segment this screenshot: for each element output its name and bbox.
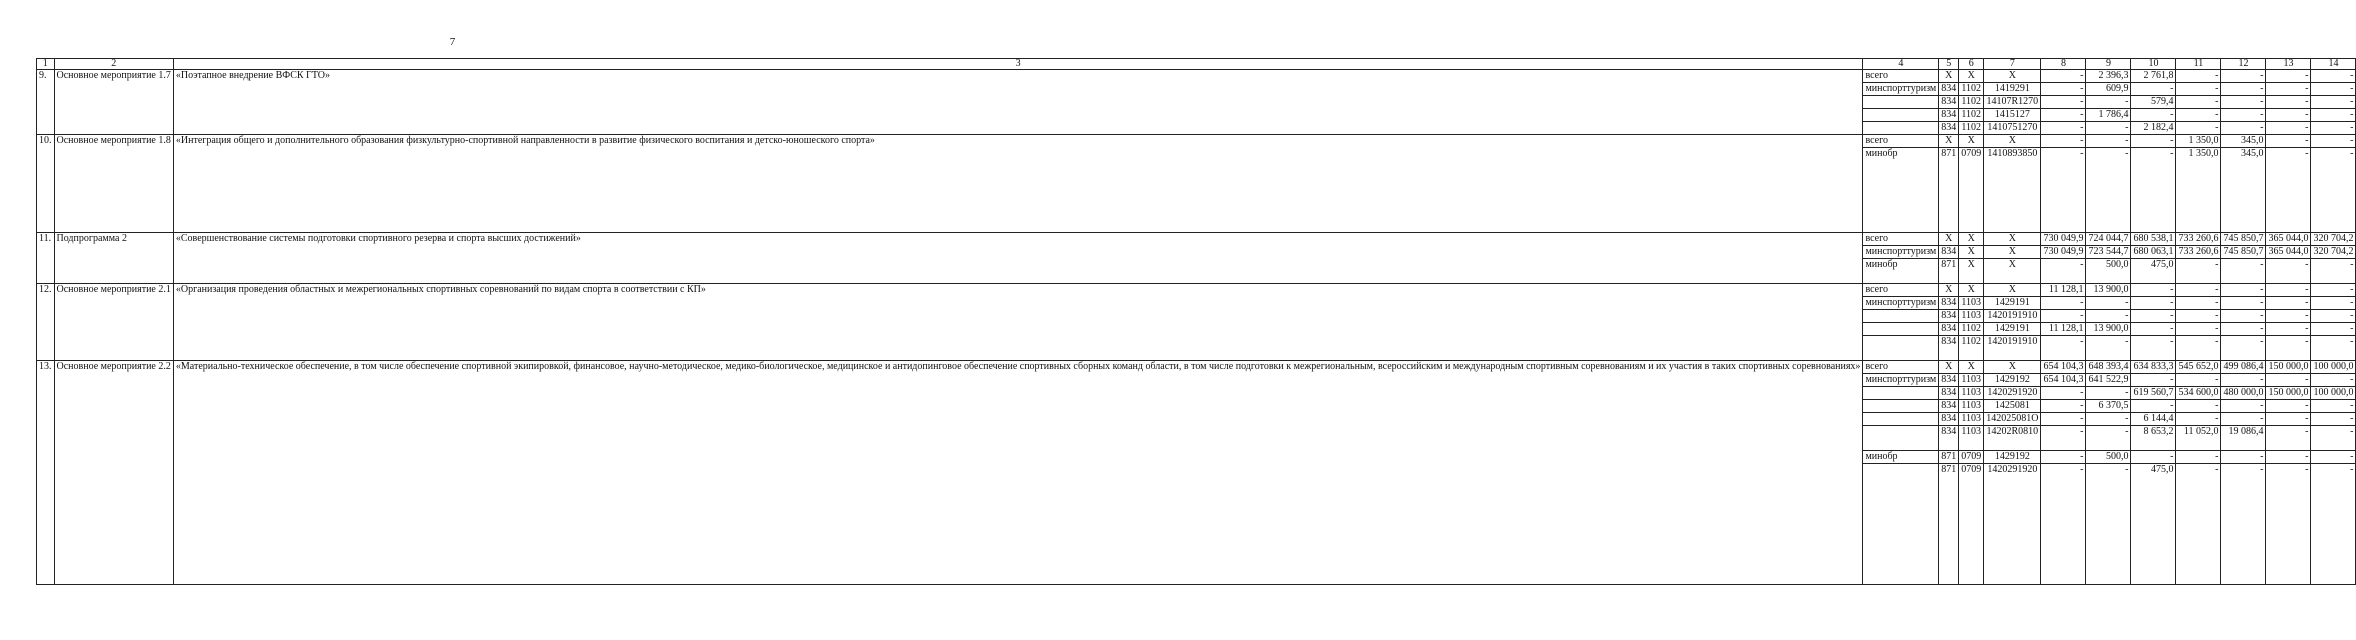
responsible-executor: минобр (1863, 451, 1939, 464)
section-code: 1102 (1959, 83, 1984, 96)
amount-cell: - (2086, 135, 2131, 148)
ministry-code: Х (1939, 361, 1959, 374)
target-article-code: 1419291 (1984, 83, 2041, 96)
program-name: «Материально-техническое обеспечение, в том числе обеспечение спортивной экипировкой, финансовое, научно-методическое, медико-биологическое, медицинское и антидопинговое обеспечение спортивных сборных команд области, в том числе подготовки к межрегиональным, всероссийским и международным спортивным соревнованиям и их участия в таких спортивных соревнованиях» (173, 361, 1863, 585)
section-code: Х (1959, 246, 1984, 259)
amount-cell: 475,0 (2131, 464, 2176, 585)
amount-cell: - (2311, 135, 2356, 148)
program-name: «Поэтапное внедрение ВФСК ГТО» (173, 70, 1863, 135)
amount-cell: 320 704,2 (2311, 246, 2356, 259)
amount-cell: 499 086,4 (2221, 361, 2266, 374)
amount-cell: 1 350,0 (2176, 148, 2221, 233)
amount-cell: - (2221, 96, 2266, 109)
amount-cell: - (2221, 259, 2266, 284)
column-header: 13 (2266, 59, 2311, 70)
amount-cell: - (2266, 259, 2311, 284)
target-article-code: 1410893850 (1984, 148, 2041, 233)
responsible-executor: минобр (1863, 148, 1939, 233)
target-article-code: 14202R0810 (1984, 426, 2041, 451)
program-type: Основное мероприятие 1.7 (54, 70, 173, 135)
amount-cell: 641 522,9 (2086, 374, 2131, 387)
amount-cell: - (2041, 83, 2086, 96)
amount-cell: 680 063,1 (2131, 246, 2176, 259)
row-number: 13. (37, 361, 55, 585)
amount-cell: - (2221, 400, 2266, 413)
amount-cell: - (2086, 148, 2131, 233)
amount-cell: - (2266, 70, 2311, 83)
amount-cell: - (2311, 148, 2356, 233)
amount-cell: - (2176, 284, 2221, 297)
amount-cell: 545 652,0 (2176, 361, 2221, 374)
amount-cell: - (2266, 96, 2311, 109)
target-article-code: Х (1984, 361, 2041, 374)
section-code: 1102 (1959, 122, 1984, 135)
amount-cell: - (2176, 70, 2221, 83)
amount-cell: - (2176, 374, 2221, 387)
amount-cell: - (2311, 310, 2356, 323)
target-article-code: 1425081 (1984, 400, 2041, 413)
responsible-executor (1863, 310, 1939, 323)
ministry-code: 834 (1939, 83, 1959, 96)
amount-cell: - (2041, 426, 2086, 451)
amount-cell: 724 044,7 (2086, 233, 2131, 246)
amount-cell: - (2221, 297, 2266, 310)
column-header: 4 (1863, 59, 1939, 70)
amount-cell: - (2266, 83, 2311, 96)
column-header: 14 (2311, 59, 2356, 70)
target-article-code: 1429191 (1984, 297, 2041, 310)
table-row (37, 361, 2356, 374)
program-name: «Интеграция общего и дополнительного образования физкультурно-спортивной направленности в развитие физического воспитания и детско-юношеского спорта» (173, 135, 1863, 233)
amount-cell: - (2086, 464, 2131, 585)
responsible-executor (1863, 387, 1939, 400)
amount-cell: - (2131, 400, 2176, 413)
section-code: Х (1959, 361, 1984, 374)
target-article-code: 1410751270 (1984, 122, 2041, 135)
amount-cell: - (2176, 83, 2221, 96)
amount-cell: - (2311, 109, 2356, 122)
amount-cell: - (2041, 259, 2086, 284)
amount-cell: - (2041, 400, 2086, 413)
amount-cell: 13 900,0 (2086, 323, 2131, 336)
amount-cell: - (2311, 464, 2356, 585)
amount-cell: - (2041, 451, 2086, 464)
responsible-executor: всего (1863, 233, 1939, 246)
responsible-executor (1863, 400, 1939, 413)
ministry-code: 834 (1939, 96, 1959, 109)
amount-cell: - (2221, 83, 2266, 96)
amount-cell: - (2311, 284, 2356, 297)
amount-cell: 475,0 (2131, 259, 2176, 284)
target-article-code: 142025081О (1984, 413, 2041, 426)
amount-cell: - (2266, 374, 2311, 387)
ministry-code: 834 (1939, 400, 1959, 413)
amount-cell: - (2266, 109, 2311, 122)
responsible-executor (1863, 426, 1939, 451)
amount-cell: - (2266, 310, 2311, 323)
ministry-code: 834 (1939, 336, 1959, 361)
table-row (37, 233, 2356, 246)
section-code: 1103 (1959, 426, 1984, 451)
amount-cell: 150 000,0 (2266, 387, 2311, 400)
responsible-executor (1863, 109, 1939, 122)
amount-cell: - (2266, 464, 2311, 585)
row-number: 10. (37, 135, 55, 233)
amount-cell: 345,0 (2221, 148, 2266, 233)
section-code: 1102 (1959, 96, 1984, 109)
amount-cell: - (2131, 451, 2176, 464)
target-article-code: 1415127 (1984, 109, 2041, 122)
target-article-code: 1420291920 (1984, 387, 2041, 400)
responsible-executor (1863, 323, 1939, 336)
amount-cell: - (2311, 451, 2356, 464)
amount-cell: - (2176, 96, 2221, 109)
amount-cell: - (2041, 135, 2086, 148)
amount-cell: - (2086, 297, 2131, 310)
ministry-code: 871 (1939, 464, 1959, 585)
target-article-code: Х (1984, 284, 2041, 297)
responsible-executor: минспорттуризм (1863, 374, 1939, 387)
amount-cell: - (2041, 464, 2086, 585)
target-article-code: Х (1984, 246, 2041, 259)
ministry-code: 834 (1939, 323, 1959, 336)
amount-cell: - (2131, 148, 2176, 233)
amount-cell: - (2176, 323, 2221, 336)
amount-cell: - (2086, 387, 2131, 400)
amount-cell: - (2266, 451, 2311, 464)
amount-cell: - (2131, 336, 2176, 361)
ministry-code: Х (1939, 70, 1959, 83)
amount-cell: 345,0 (2221, 135, 2266, 148)
amount-cell: - (2131, 310, 2176, 323)
column-header: 12 (2221, 59, 2266, 70)
section-code: 1102 (1959, 323, 1984, 336)
amount-cell: - (2086, 122, 2131, 135)
column-header: 10 (2131, 59, 2176, 70)
column-header: 9 (2086, 59, 2131, 70)
amount-cell: - (2086, 336, 2131, 361)
responsible-executor: минобр (1863, 259, 1939, 284)
amount-cell: 2 761,8 (2131, 70, 2176, 83)
amount-cell: - (2041, 336, 2086, 361)
amount-cell: - (2221, 323, 2266, 336)
amount-cell: 365 044,0 (2266, 246, 2311, 259)
page-number: 7 (449, 36, 456, 48)
target-article-code: Х (1984, 259, 2041, 284)
amount-cell: 11 052,0 (2176, 426, 2221, 451)
amount-cell: - (2041, 310, 2086, 323)
target-article-code: 1420291920 (1984, 464, 2041, 585)
amount-cell: - (2311, 297, 2356, 310)
amount-cell: 1 786,4 (2086, 109, 2131, 122)
amount-cell: 733 260,6 (2176, 233, 2221, 246)
amount-cell: 19 086,4 (2221, 426, 2266, 451)
ministry-code: Х (1939, 135, 1959, 148)
program-type: Основное мероприятие 1.8 (54, 135, 173, 233)
amount-cell: - (2086, 413, 2131, 426)
amount-cell: 500,0 (2086, 451, 2131, 464)
amount-cell: - (2131, 135, 2176, 148)
ministry-code: 834 (1939, 374, 1959, 387)
amount-cell: - (2041, 387, 2086, 400)
column-header: 1 (37, 59, 55, 70)
amount-cell: - (2266, 135, 2311, 148)
amount-cell: - (2041, 96, 2086, 109)
amount-cell: - (2311, 70, 2356, 83)
amount-cell: 654 104,3 (2041, 374, 2086, 387)
amount-cell: - (2131, 284, 2176, 297)
amount-cell: - (2266, 323, 2311, 336)
amount-cell: - (2266, 413, 2311, 426)
amount-cell: - (2311, 323, 2356, 336)
amount-cell: 6 144,4 (2131, 413, 2176, 426)
amount-cell: 2 182,4 (2131, 122, 2176, 135)
amount-cell: - (2221, 122, 2266, 135)
amount-cell: - (2176, 413, 2221, 426)
amount-cell: 150 000,0 (2266, 361, 2311, 374)
responsible-executor (1863, 464, 1939, 585)
amount-cell: 648 393,4 (2086, 361, 2131, 374)
ministry-code: 871 (1939, 259, 1959, 284)
section-code: Х (1959, 259, 1984, 284)
responsible-executor: всего (1863, 70, 1939, 83)
amount-cell: - (2176, 297, 2221, 310)
amount-cell: 500,0 (2086, 259, 2131, 284)
amount-cell: - (2221, 284, 2266, 297)
section-code: 1103 (1959, 374, 1984, 387)
section-code: 0709 (1959, 148, 1984, 233)
target-article-code: Х (1984, 70, 2041, 83)
amount-cell: 534 600,0 (2176, 387, 2221, 400)
amount-cell: - (2311, 426, 2356, 451)
table-row (37, 135, 2356, 148)
amount-cell: 320 704,2 (2311, 233, 2356, 246)
amount-cell: 745 850,7 (2221, 233, 2266, 246)
section-code: Х (1959, 70, 1984, 83)
amount-cell: 100 000,0 (2311, 361, 2356, 374)
amount-cell: - (2176, 451, 2221, 464)
amount-cell: - (2131, 374, 2176, 387)
responsible-executor: всего (1863, 284, 1939, 297)
column-header: 7 (1984, 59, 2041, 70)
amount-cell: 11 128,1 (2041, 284, 2086, 297)
table-body (37, 70, 2356, 585)
section-code: 0709 (1959, 451, 1984, 464)
amount-cell: 6 370,5 (2086, 400, 2131, 413)
ministry-code: 834 (1939, 426, 1959, 451)
amount-cell: - (2176, 400, 2221, 413)
amount-cell: - (2176, 336, 2221, 361)
section-code: Х (1959, 135, 1984, 148)
responsible-executor: всего (1863, 361, 1939, 374)
amount-cell: 100 000,0 (2311, 387, 2356, 400)
table-row (37, 70, 2356, 83)
section-code: Х (1959, 284, 1984, 297)
amount-cell: - (2221, 310, 2266, 323)
amount-cell: - (2041, 70, 2086, 83)
section-code: 1103 (1959, 310, 1984, 323)
amount-cell: - (2221, 374, 2266, 387)
amount-cell: - (2176, 122, 2221, 135)
section-code: 1102 (1959, 109, 1984, 122)
amount-cell: 733 260,6 (2176, 246, 2221, 259)
amount-cell: - (2131, 297, 2176, 310)
amount-cell: - (2311, 83, 2356, 96)
amount-cell: - (2086, 426, 2131, 451)
amount-cell: - (2041, 297, 2086, 310)
column-header: 5 (1939, 59, 1959, 70)
amount-cell: 654 104,3 (2041, 361, 2086, 374)
column-header-row (37, 59, 2356, 70)
ministry-code: 871 (1939, 451, 1959, 464)
amount-cell: - (2266, 400, 2311, 413)
responsible-executor (1863, 122, 1939, 135)
amount-cell: 745 850,7 (2221, 246, 2266, 259)
amount-cell: 619 560,7 (2131, 387, 2176, 400)
responsible-executor (1863, 96, 1939, 109)
program-name: «Организация проведения областных и межрегиональных спортивных соревнований по видам спорта в соответствии с КП» (173, 284, 1863, 361)
section-code: 1103 (1959, 413, 1984, 426)
column-header: 11 (2176, 59, 2221, 70)
amount-cell: - (2086, 310, 2131, 323)
amount-cell: - (2311, 400, 2356, 413)
table-row (37, 284, 2356, 297)
column-header: 2 (54, 59, 173, 70)
amount-cell: 2 396,3 (2086, 70, 2131, 83)
ministry-code: Х (1939, 233, 1959, 246)
ministry-code: 834 (1939, 122, 1959, 135)
ministry-code: Х (1939, 284, 1959, 297)
section-code: Х (1959, 233, 1984, 246)
row-number: 11. (37, 233, 55, 284)
amount-cell: - (2086, 96, 2131, 109)
amount-cell: 680 538,1 (2131, 233, 2176, 246)
amount-cell: - (2131, 83, 2176, 96)
amount-cell: - (2266, 122, 2311, 135)
section-code: 1103 (1959, 387, 1984, 400)
responsible-executor (1863, 336, 1939, 361)
amount-cell: 723 544,7 (2086, 246, 2131, 259)
program-name: «Совершенствование системы подготовки спортивного резерва и спорта высших достижений» (173, 233, 1863, 284)
responsible-executor: минспорттуризм (1863, 83, 1939, 96)
section-code: 1102 (1959, 336, 1984, 361)
amount-cell: 480 000,0 (2221, 387, 2266, 400)
row-number: 9. (37, 70, 55, 135)
program-type: Основное мероприятие 2.1 (54, 284, 173, 361)
amount-cell: - (2311, 122, 2356, 135)
amount-cell: - (2041, 122, 2086, 135)
responsible-executor: всего (1863, 135, 1939, 148)
amount-cell: - (2221, 70, 2266, 83)
amount-cell: 634 833,3 (2131, 361, 2176, 374)
ministry-code: 834 (1939, 310, 1959, 323)
section-code: 0709 (1959, 464, 1984, 585)
amount-cell: - (2176, 109, 2221, 122)
amount-cell: - (2311, 336, 2356, 361)
responsible-executor (1863, 413, 1939, 426)
ministry-code: 834 (1939, 413, 1959, 426)
ministry-code: 834 (1939, 246, 1959, 259)
amount-cell: 365 044,0 (2266, 233, 2311, 246)
section-code: 1103 (1959, 297, 1984, 310)
responsible-executor: минспорттуризм (1863, 246, 1939, 259)
target-article-code: 1429192 (1984, 451, 2041, 464)
amount-cell: - (2041, 109, 2086, 122)
target-article-code: Х (1984, 233, 2041, 246)
responsible-executor: минспорттуризм (1863, 297, 1939, 310)
amount-cell: 8 653,2 (2131, 426, 2176, 451)
amount-cell: 11 128,1 (2041, 323, 2086, 336)
amount-cell: 730 049,9 (2041, 233, 2086, 246)
program-type: Подпрограмма 2 (54, 233, 173, 284)
ministry-code: 871 (1939, 148, 1959, 233)
amount-cell: - (2131, 323, 2176, 336)
program-type: Основное мероприятие 2.2 (54, 361, 173, 585)
target-article-code: 1420191910 (1984, 336, 2041, 361)
ministry-code: 834 (1939, 109, 1959, 122)
amount-cell: - (2221, 464, 2266, 585)
amount-cell: - (2311, 96, 2356, 109)
amount-cell: - (2311, 374, 2356, 387)
amount-cell: 1 350,0 (2176, 135, 2221, 148)
amount-cell: - (2176, 310, 2221, 323)
amount-cell: - (2221, 109, 2266, 122)
amount-cell: 609,9 (2086, 83, 2131, 96)
target-article-code: Х (1984, 135, 2041, 148)
amount-cell: - (2041, 148, 2086, 233)
amount-cell: - (2266, 297, 2311, 310)
amount-cell: - (2266, 284, 2311, 297)
amount-cell: - (2041, 413, 2086, 426)
amount-cell: - (2311, 413, 2356, 426)
amount-cell: - (2266, 336, 2311, 361)
amount-cell: - (2266, 426, 2311, 451)
ministry-code: 834 (1939, 297, 1959, 310)
column-header: 3 (173, 59, 1863, 70)
amount-cell: 579,4 (2131, 96, 2176, 109)
budget-table (36, 58, 2356, 585)
amount-cell: - (2131, 109, 2176, 122)
amount-cell: - (2266, 148, 2311, 233)
ministry-code: 834 (1939, 387, 1959, 400)
section-code: 1103 (1959, 400, 1984, 413)
column-header: 8 (2041, 59, 2086, 70)
amount-cell: - (2311, 259, 2356, 284)
amount-cell: - (2221, 451, 2266, 464)
amount-cell: 730 049,9 (2041, 246, 2086, 259)
amount-cell: 13 900,0 (2086, 284, 2131, 297)
target-article-code: 1429191 (1984, 323, 2041, 336)
target-article-code: 14107R1270 (1984, 96, 2041, 109)
amount-cell: - (2176, 259, 2221, 284)
target-article-code: 1420191910 (1984, 310, 2041, 323)
amount-cell: - (2176, 464, 2221, 585)
amount-cell: - (2221, 336, 2266, 361)
column-header: 6 (1959, 59, 1984, 70)
target-article-code: 1429192 (1984, 374, 2041, 387)
amount-cell: - (2221, 413, 2266, 426)
row-number: 12. (37, 284, 55, 361)
